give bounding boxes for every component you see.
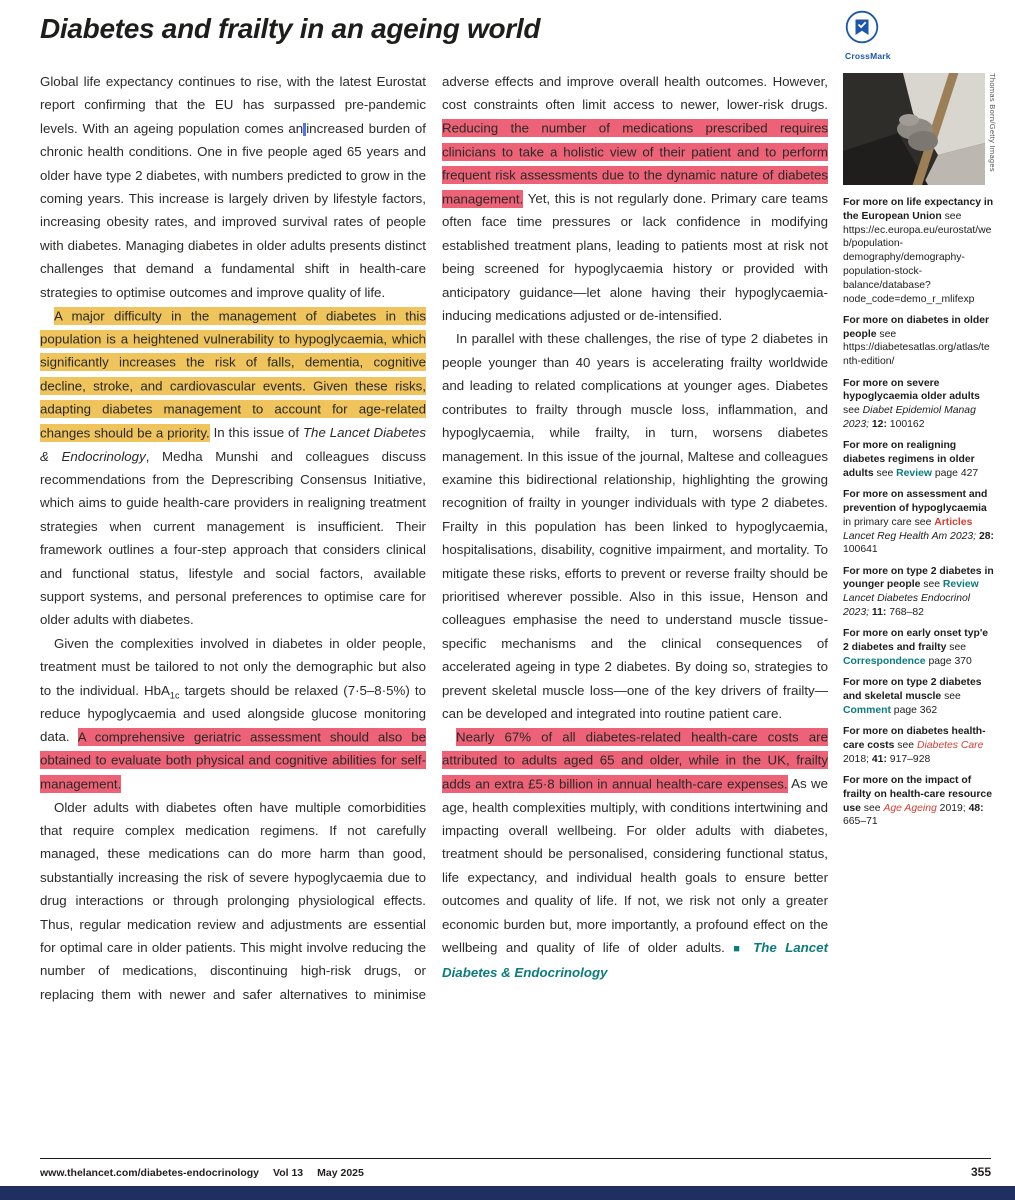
bottom-color-bar (0, 1186, 1015, 1200)
text-segment: 1c (169, 690, 180, 701)
text-segment: see (860, 802, 884, 814)
crossmark-badge[interactable] (845, 10, 905, 61)
text-segment: As we age, health complexities multiply, with conditions intertwining and impacting overall wellbeing. For older adults with diabetes, treatment should be personalised, considering functional status, life expectancy, and individual health goals to ensure better outcomes and quality of life. If not, we risk not only a greater economic burden but, more importantly, a profound effect on the wellbeing and quality of life of older adults. (442, 776, 828, 956)
sidebar-note (843, 627, 995, 668)
page-title: Diabetes and frailty in an ageing world (40, 13, 541, 44)
page-footer (40, 1158, 991, 1179)
sidebar-note (843, 725, 995, 766)
paragraph (40, 632, 426, 796)
text-segment: For more on life expectancy in the European Union (843, 197, 994, 222)
paragraph (40, 304, 426, 632)
text-segment: page 370 (925, 655, 972, 667)
text-segment: 100641 (843, 544, 878, 556)
sidebar-note (843, 377, 995, 432)
footer-left (40, 1167, 378, 1179)
text-segment: adverse effects and improve overall health outcomes. However, cost constraints often limit access to newer, lower-risk drugs. (442, 74, 828, 113)
text-segment: Lancet Reg Health Am 2023; (843, 530, 979, 542)
text-segment: For more on realigning diabetes regimens in older adults (843, 440, 975, 479)
text-segment: For more on assessment and prevention of hypoglycaemia (843, 489, 988, 514)
text-segment: page 427 (931, 467, 979, 479)
text-segment: 917–928 (886, 753, 931, 765)
text-segment: Older adults with diabetes often have multiple comorbidities that require complex medication regimens. If not carefully managed, these medications can do more harm than good, substantially increasing the risk of severe hypoglycaemia due to drug interactions or through prolonging physiological effects. Thus, regular medication review and adjustments are essential for optimal care in older patients. This might involve reducing the number of medications, discontinuing high-risk drugs, or replacing them with newer and safer alternatives to minimise (40, 799, 426, 1002)
text-segment: see (941, 210, 962, 222)
crossmark-icon (845, 31, 879, 48)
text-segment: 11: (871, 607, 887, 619)
text-segment: For more on severe hypoglycaemia older adults (843, 377, 980, 403)
text-segment: Given the complexities involved in diabetes in older people, treatment must be tailored to not only the demographic but also to the individual. HbA (40, 635, 426, 698)
sidebar-note (843, 676, 995, 717)
text-segment: in primary care see (843, 516, 935, 528)
text-segment: In parallel with these challenges, the rise of type 2 diabetes in people younger than 40 years is accelerating frailty worldwide and leading to related complications at younger ages. Diabetes contributes to frailty through muscle loss, inflammation, and hypoglycaemia, while frailty, in turn, worsens diabetes management. In this issue of the journal, Maltese and colleagues examine this bidirectional relationship, highlighting the growing recognition of frailty in younger individuals with type 2 diabetes. Frailty in this population has been linked to hypoglycaemia, hospitalisations, disability, cognitive impairment, and mortality. To mitigate these risks, efforts to prevent or reverse frailty should be prioritised wherever possible. Also in this issue, Henson and colleagues emphasise the need to understand muscle tissue-specific mechanisms and the clinical consequences of accelerated ageing in type 2 diabetes. By doing so, strategies to prevent skeletal muscle loss—one of the key drivers of frailty—can be developed and integrated into routine patient care. (442, 331, 828, 721)
text-segment: In this issue of (209, 425, 303, 441)
paragraph (40, 796, 426, 1007)
link-review[interactable]: Review (942, 579, 979, 591)
text-segment: see (920, 579, 943, 591)
text-segment: see (873, 467, 897, 479)
issue-date: May 2025 (317, 1167, 364, 1179)
text-segment: Nearly 67% of all diabetes-related health-care costs are attributed to adults aged 65 and older, while in the UK, frailty adds an extra £5·8 billion in annual health-care expenses. (442, 729, 828, 792)
text-segment: see (894, 739, 917, 751)
text-segment: ■ (733, 943, 745, 956)
text-segment: 48: (968, 802, 984, 814)
sidebar-note (843, 439, 995, 480)
sidebar-note (843, 774, 995, 829)
text-segment: 2019; (936, 802, 969, 814)
text-segment: 28: (978, 530, 994, 542)
text-segment: A comprehensive geriatric assessment should also be obtained to evaluate both physical and cognitive abilities for self-management. (40, 729, 426, 792)
link-age-ageing[interactable]: Age Ageing (883, 802, 937, 814)
text-segment: , Medha Munshi and colleagues discuss recommendations from the Deprescribing Consensus Initiative, which aims to guide health-care providers in realigning treatment strategies when current management is insufficient. Their framework outlines a four-step approach that considers clinical and functional status, lifestyle and social factors, available support systems, and personal preferences to optimise care for older adults with diabetes. (40, 448, 426, 628)
text-segment: The Lancet Diabetes & Endocrinology (442, 940, 828, 981)
sidebar-note (843, 314, 995, 369)
text-segment: For more on diabetes health-care costs (843, 726, 986, 751)
article-column-2 (442, 70, 828, 985)
sidebar-note (843, 196, 995, 306)
photo-credit: Thomas Born/Getty Images (988, 73, 997, 172)
link-comment-362[interactable]: Comment (843, 704, 891, 716)
paragraph (442, 725, 828, 984)
text-segment: For more on diabetes in older people (843, 314, 990, 340)
page-number: 355 (970, 1165, 991, 1179)
text-segment: 12: (871, 418, 887, 430)
text-segment: Global life expectancy continues to rise, with the latest Eurostat report confirming that the EU has surpassed pre-pandemic levels. With an ageing population comes an (40, 74, 426, 136)
link-articles[interactable]: Articles (934, 516, 973, 528)
text-segment: For more on the impact of frailty on health-care resource use (843, 774, 992, 814)
text-segment: targets should be relaxed (7·5–8·5%) to reduce hypoglycaemia and used alongside glucose monitoring data. (40, 682, 426, 745)
sidebar-notes (843, 196, 995, 837)
text-segment: 768–82 (886, 607, 924, 619)
text-segment: see (946, 642, 967, 654)
text-segment: 100162 (886, 418, 925, 430)
text-segment: The Lancet Diabetes & Endocrinology (40, 425, 426, 464)
text-segment: 665–71 (843, 816, 878, 828)
text-segment: For more on type 2 diabetes and skeletal muscle (843, 677, 982, 702)
text-segment: see (941, 691, 961, 702)
text-segment: page 362 (890, 704, 938, 716)
journal-url[interactable]: www.thelancet.com/diabetes-endocrinology (40, 1167, 259, 1179)
paragraph (442, 327, 828, 725)
text-segment: 2018; (843, 753, 872, 765)
text-segment: see (876, 328, 897, 340)
text-segment: For more on type 2 diabetes in younger people (843, 565, 994, 591)
article-column-1 (40, 70, 426, 1006)
article-photo (843, 73, 985, 185)
sidebar-note (843, 488, 995, 557)
link-correspondence-370[interactable]: Correspondence (843, 655, 926, 667)
text-segment: Yet, this is not regularly done. Primary care teams often face time pressures or lack confidence in modifying established treatment plans, leading to patients most at risk not being screened for hypoglycaemia history or provided with anticipatory guidance—let alone having their hypoglycaemia-inducing medications adjusted or de-intensified. (442, 191, 828, 324)
text-segment: Reducing the number of medications prescribed requires clinicians to take a holistic view of their patient and to perform frequent risk assessments due to the dynamic nature of diabetes management. (442, 120, 828, 207)
paragraph (40, 70, 426, 304)
paragraph (442, 70, 828, 327)
sidebar-note (843, 565, 995, 620)
text-segment: For more on early onset typ'e 2 diabetes and frailty (843, 628, 989, 654)
text-segment: increased burden of chronic health conditions. One in five people aged 65 years and older have type 2 diabetes, with numbers predicted to grow in the coming years. This increase is largely driven by lifestyle factors, increasing obesity rates, and improved survival rates of people with diabetes. Managing diabetes in older adults presents distinct challenges that demand a fundamental shift in health-care strategies to optimise outcomes and improve quality of life. (40, 120, 426, 300)
text-segment: Lancet Diabetes Endocrinol 2023; (843, 593, 971, 619)
crossmark-label: CrossMark (845, 51, 891, 61)
text-segment: 41: (871, 753, 887, 765)
volume-label: Vol 13 (272, 1167, 304, 1179)
link-diabetes-care[interactable]: Diabetes Care (916, 739, 984, 751)
link-eurostat[interactable]: https://ec.europa.eu/eurostat/web/population-demography/demography-population-stock-balance/database?node_code=demo_r_mlifexp (843, 224, 992, 305)
photo-illustration (843, 73, 985, 185)
text-segment: A major difficulty in the management of diabetes in this population is a heightened vulnerability to hypoglycaemia, which significantly increases the risk of falls, dementia, cognitive decline, stroke, and cardiovascular events. Given these risks, adapting diabetes management to account for age-related changes should be a priority. (40, 308, 426, 441)
link-review-427[interactable]: Review (896, 467, 932, 479)
text-segment: Diabet Epidemiol Manag 2023; (843, 405, 976, 430)
link-diabetes-atlas[interactable]: https://diabetesatlas.org/atlas/tenth-edition/ (843, 342, 990, 368)
text-segment: see (843, 405, 863, 417)
